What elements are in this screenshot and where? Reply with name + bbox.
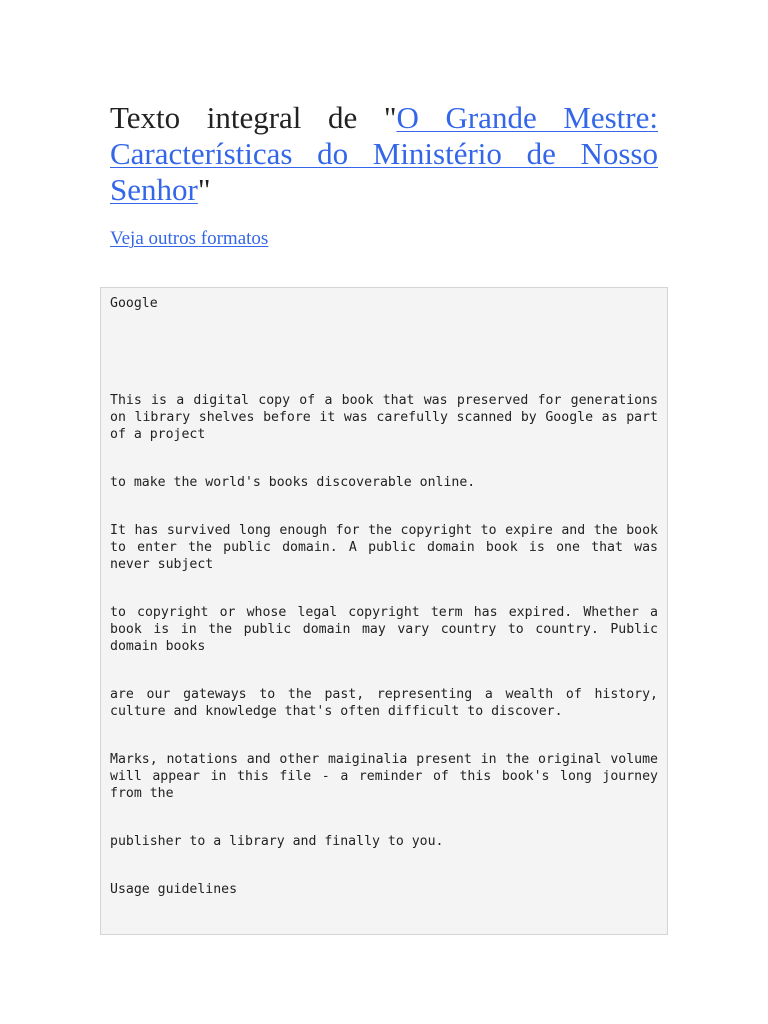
title-prefix: Texto integral de " [110,100,397,135]
fulltext-box[interactable] [100,287,668,935]
title-suffix: " [197,172,211,207]
other-formats-link[interactable]: Veja outros formatos [110,228,269,249]
fulltext-paragraph: Google [110,296,158,311]
page-title [110,100,658,208]
page-header [110,100,658,252]
fulltext-paragraph: Usage guidelines [110,882,238,897]
fulltext-paragraph: publisher to a library and finally to you. [110,834,444,849]
fulltext-paragraph: This is a digital copy of a book that was preserved for generations on library shelves before it was carefully scanned by Google as part of a project [110,393,658,442]
book-title-link[interactable]: O Grande Mestre: Características do Ministério de Nosso Senhor [110,100,658,207]
fulltext-paragraph: Marks, notations and other maiginalia present in the original volume will appear in this file - a reminder of this book's long journey from the [110,752,658,801]
fulltext-paragraph: to make the world's books discoverable online. [110,475,476,490]
fulltext-paragraph: It has survived long enough for the copyright to expire and the book to enter the public domain. A public domain book is one that was never subject [110,523,658,572]
fulltext-paragraph: to copyright or whose legal copyright term has expired. Whether a book is in the public domain may vary country to country. Public domain books [110,605,658,654]
fulltext-paragraph: are our gateways to the past, representing a wealth of history, culture and knowledge that's often difficult to discover. [110,687,658,719]
